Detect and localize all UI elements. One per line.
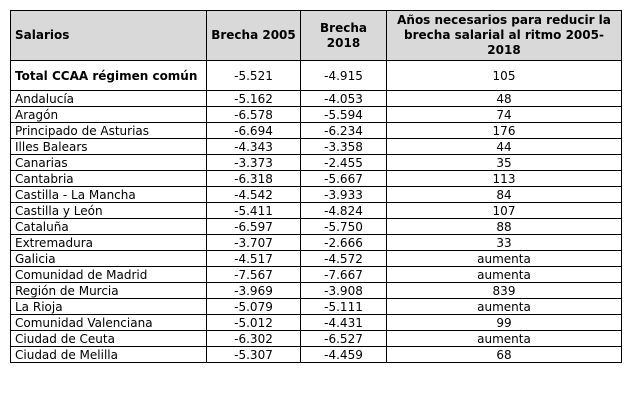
cell-brecha-2005: -6.318: [207, 171, 301, 187]
table-row: [11, 235, 622, 251]
cell-region: Canarias: [11, 155, 207, 171]
cell-brecha-2018: -4.915: [301, 61, 387, 91]
cell-brecha-2005: -6.694: [207, 123, 301, 139]
table-row: [11, 203, 622, 219]
cell-brecha-2018: -4.431: [301, 315, 387, 331]
cell-region: Comunidad de Madrid: [11, 267, 207, 283]
cell-years: 35: [387, 155, 622, 171]
cell-years: aumenta: [387, 267, 622, 283]
cell-brecha-2005: -3.707: [207, 235, 301, 251]
cell-region: Illes Balears: [11, 139, 207, 155]
cell-region: Castilla y León: [11, 203, 207, 219]
cell-region: Ciudad de Ceuta: [11, 331, 207, 347]
cell-years: aumenta: [387, 251, 622, 267]
header-salarios: Salarios: [11, 11, 207, 61]
cell-region: La Rioja: [11, 299, 207, 315]
cell-brecha-2005: -5.307: [207, 347, 301, 363]
cell-region: Comunidad Valenciana: [11, 315, 207, 331]
header-years-needed: Años necesarios para reducir la brecha salarial al ritmo 2005-2018: [387, 11, 622, 61]
table-row: [11, 315, 622, 331]
cell-brecha-2005: -4.542: [207, 187, 301, 203]
cell-brecha-2018: -3.933: [301, 187, 387, 203]
cell-region: Aragón: [11, 107, 207, 123]
cell-region: Castilla - La Mancha: [11, 187, 207, 203]
cell-region: Andalucía: [11, 91, 207, 107]
header-brecha-2018: Brecha 2018: [301, 11, 387, 61]
cell-years: 113: [387, 171, 622, 187]
cell-brecha-2018: -5.750: [301, 219, 387, 235]
cell-brecha-2005: -5.411: [207, 203, 301, 219]
cell-years: 176: [387, 123, 622, 139]
cell-years: 88: [387, 219, 622, 235]
table-header-row: [11, 11, 622, 61]
table-row: [11, 219, 622, 235]
table-row: [11, 155, 622, 171]
cell-region: Región de Murcia: [11, 283, 207, 299]
table-row: [11, 107, 622, 123]
cell-brecha-2005: -6.578: [207, 107, 301, 123]
cell-years: 68: [387, 347, 622, 363]
cell-years: aumenta: [387, 331, 622, 347]
table-row: [11, 347, 622, 363]
cell-brecha-2018: -4.824: [301, 203, 387, 219]
cell-years: 107: [387, 203, 622, 219]
table-row-total: [11, 61, 622, 91]
cell-brecha-2005: -3.373: [207, 155, 301, 171]
table-row: [11, 91, 622, 107]
cell-brecha-2005: -6.597: [207, 219, 301, 235]
cell-years: 44: [387, 139, 622, 155]
cell-brecha-2018: -5.667: [301, 171, 387, 187]
cell-brecha-2018: -5.594: [301, 107, 387, 123]
cell-brecha-2005: -3.969: [207, 283, 301, 299]
cell-years: 74: [387, 107, 622, 123]
cell-brecha-2018: -7.667: [301, 267, 387, 283]
cell-brecha-2005: -7.567: [207, 267, 301, 283]
cell-brecha-2018: -4.053: [301, 91, 387, 107]
table-row: [11, 251, 622, 267]
table-row: [11, 299, 622, 315]
cell-brecha-2005: -4.343: [207, 139, 301, 155]
cell-brecha-2018: -6.234: [301, 123, 387, 139]
cell-years: aumenta: [387, 299, 622, 315]
cell-brecha-2005: -5.162: [207, 91, 301, 107]
cell-brecha-2018: -2.455: [301, 155, 387, 171]
table-row: [11, 267, 622, 283]
table-row: [11, 139, 622, 155]
cell-brecha-2018: -3.358: [301, 139, 387, 155]
cell-years: 48: [387, 91, 622, 107]
table-row: [11, 123, 622, 139]
salary-gap-table: [10, 10, 622, 363]
cell-region: Total CCAA régimen común: [11, 61, 207, 91]
table-row: [11, 171, 622, 187]
table-row: [11, 331, 622, 347]
cell-brecha-2005: -5.521: [207, 61, 301, 91]
cell-brecha-2018: -4.459: [301, 347, 387, 363]
cell-brecha-2018: -5.111: [301, 299, 387, 315]
cell-brecha-2005: -6.302: [207, 331, 301, 347]
cell-years: 84: [387, 187, 622, 203]
cell-years: 99: [387, 315, 622, 331]
cell-region: Extremadura: [11, 235, 207, 251]
cell-brecha-2005: -4.517: [207, 251, 301, 267]
cell-years: 105: [387, 61, 622, 91]
cell-region: Ciudad de Melilla: [11, 347, 207, 363]
header-brecha-2005: Brecha 2005: [207, 11, 301, 61]
cell-brecha-2005: -5.079: [207, 299, 301, 315]
cell-brecha-2018: -4.572: [301, 251, 387, 267]
table-row: [11, 283, 622, 299]
cell-years: 33: [387, 235, 622, 251]
cell-years: 839: [387, 283, 622, 299]
cell-brecha-2018: -6.527: [301, 331, 387, 347]
cell-brecha-2005: -5.012: [207, 315, 301, 331]
cell-region: Cataluña: [11, 219, 207, 235]
cell-region: Cantabria: [11, 171, 207, 187]
cell-region: Galicia: [11, 251, 207, 267]
cell-region: Principado de Asturias: [11, 123, 207, 139]
cell-brecha-2018: -3.908: [301, 283, 387, 299]
cell-brecha-2018: -2.666: [301, 235, 387, 251]
table-row: [11, 187, 622, 203]
